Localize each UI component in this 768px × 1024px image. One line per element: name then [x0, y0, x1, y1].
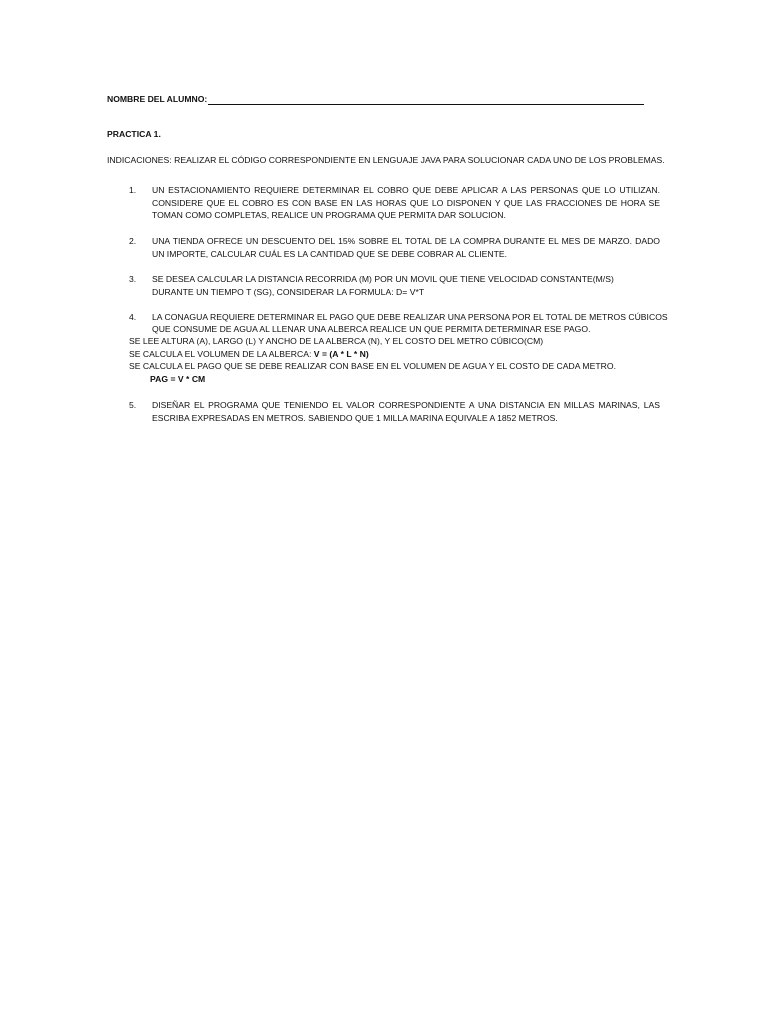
volume-formula: V = (A * L * N) [313, 349, 369, 359]
problem-4-line-2: QUE CONSUME DE AGUA AL LLENAR UNA ALBERCA REALICE UN QUE PERMITA DETERMINAR ESE PAGO. [152, 324, 591, 334]
problem-1-number: 1. [129, 185, 137, 195]
problem-5-text: DISEÑAR EL PROGRAMA QUE TENIENDO EL VALOR CORRESPONDIENTE A UNA DISTANCIA EN MILLAS MARINAS, LAS ESCRIBA EXPRESADAS EN METROS. SABIENDO QUE 1 MILLA MARINA EQUIVALE A 1852 METROS. [152, 400, 660, 423]
problem-2-number: 2. [129, 236, 137, 246]
student-name-blank [208, 95, 644, 105]
problem-4-line-1: LA CONAGUA REQUIERE DETERMINAR EL PAGO QUE DEBE REALIZAR UNA PERSONA POR EL TOTAL DE METROS CÚBICOS [152, 312, 668, 322]
problem-4-line-4 [129, 348, 369, 360]
problem-4-line-3: SE LEE ALTURA (A), LARGO (L) Y ANCHO DE LA ALBERCA (N), Y EL COSTO DEL METRO CÚBICO(CM) [129, 336, 544, 346]
problem-3-line-2: DURANTE UN TIEMPO T (SG), CONSIDERAR LA FORMULA: D= V*T [152, 287, 425, 297]
problem-2-text: UNA TIENDA OFRECE UN DESCUENTO DEL 15% SOBRE EL TOTAL DE LA COMPRA DURANTE EL MES DE MARZO. DADO UN IMPORTE, CALCULAR CUÁL ES LA CANTIDAD QUE SE DEBE COBRAR AL CLIENTE. [152, 236, 660, 259]
practice-title: PRACTICA 1. [107, 129, 161, 139]
problem-3-line-1: SE DESEA CALCULAR LA DISTANCIA RECORRIDA (M) POR UN MOVIL QUE TIENE VELOCIDAD CONSTANTE(M/S) [152, 274, 614, 284]
payment-formula: PAG = V * CM [150, 374, 206, 384]
problem-4-number: 4. [129, 312, 137, 322]
volume-label: SE CALCULA EL VOLUMEN DE LA ALBERCA: [129, 349, 314, 359]
problem-3-number: 3. [129, 274, 137, 284]
student-name-field [107, 93, 644, 105]
problem-5-number: 5. [129, 400, 137, 410]
student-name-label: NOMBRE DEL ALUMNO: [107, 94, 208, 104]
indications-text: INDICACIONES: REALIZAR EL CÓDIGO CORRESPONDIENTE EN LENGUAJE JAVA PARA SOLUCIONAR CADA UNO DE LOS PROBLEMAS. [107, 155, 665, 165]
problem-4-line-5: SE CALCULA EL PAGO QUE SE DEBE REALIZAR CON BASE EN EL VOLUMEN DE AGUA Y EL COSTO DE CADA METRO. [129, 361, 616, 371]
problem-1-text: UN ESTACIONAMIENTO REQUIERE DETERMINAR EL COBRO QUE DEBE APLICAR A LAS PERSONAS QUE LO UTILIZAN. CONSIDERE QUE EL COBRO ES CON BASE EN LAS HORAS QUE LO DISPONEN Y QUE LAS FRACCIONES DE HORA SE TOMAN COMO COMPLETAS, REALICE UN PROGRAMA QUE PERMITA DAR SOLUCION. [152, 185, 660, 221]
